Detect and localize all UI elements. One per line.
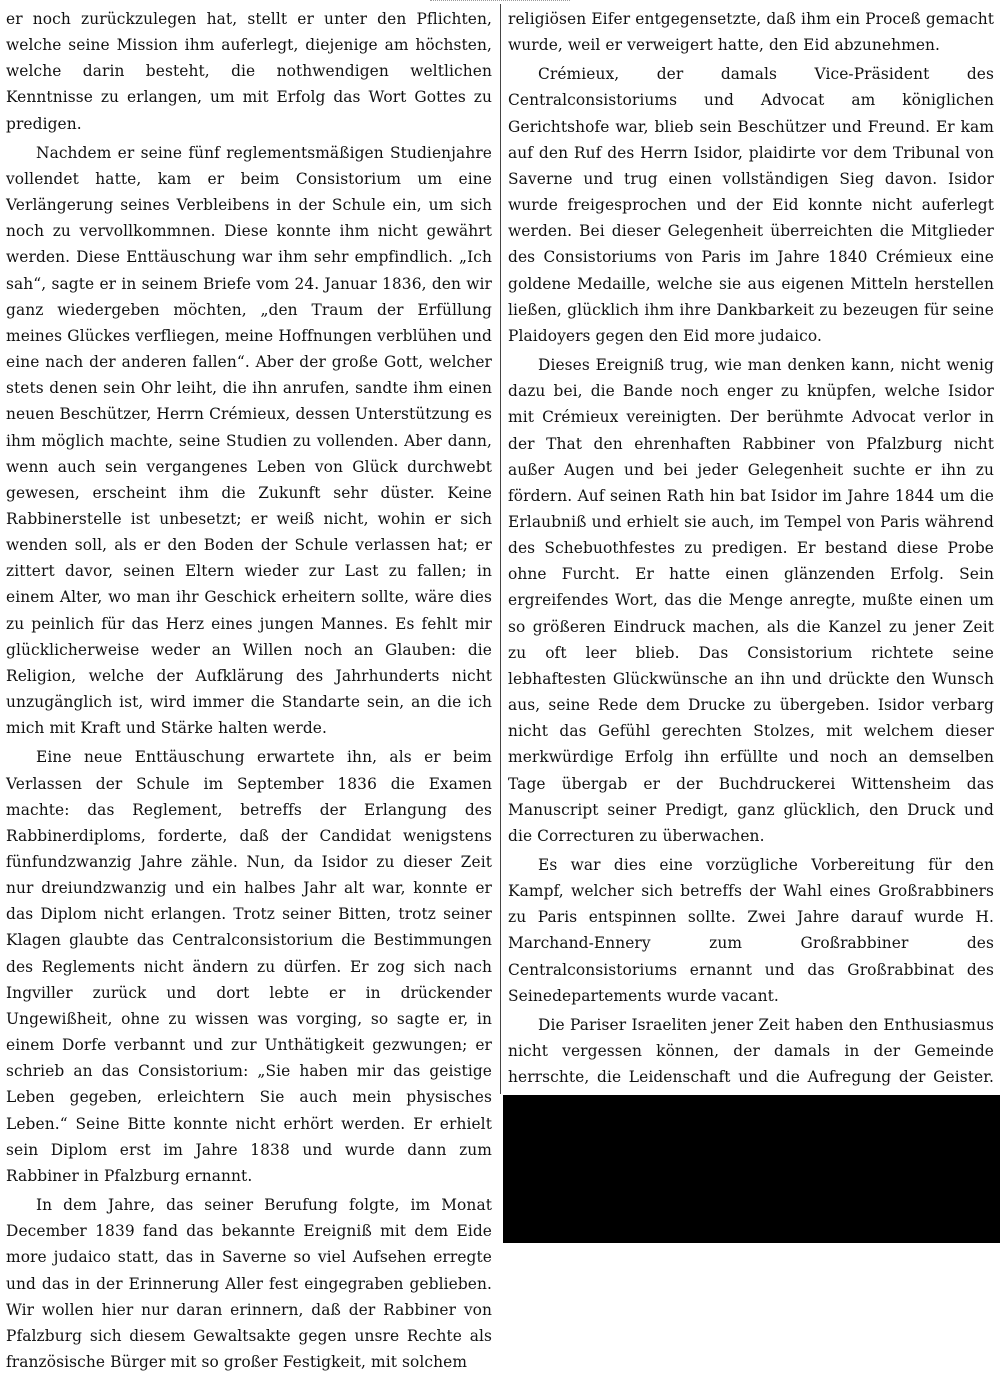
redacted-block <box>503 1095 1000 1243</box>
paragraph-parisian-israelites: Die Pariser Israeliten jener Zeit haben den Enthusiasmus nicht vergessen können, der damals in der Gemeinde herrschte, die Leidenschaft und die Aufregung der Geister. <box>508 1015 994 1087</box>
paragraph-paris-sermon: Dieses Ereigniß trug, wie man denken kann, nicht wenig dazu bei, die Bande noch enger zu knüpfen, welche Isidor mit Crémieux vereinigten. Der berühmte Advocat verlor in der That den ehrenhaften Rabbiner von Pfalzburg nicht außer Augen und bei jeder Gelegenheit suchte er ihn zu fördern. Auf seinen Rath hin bat Isidor im Jahre 1844 um die Erlaubniß und erhielt sie auch, im Tempel von Paris während des Schebuothfestes zu predigen. Er bestand diese Probe ohne Furcht. Er hatte einen glänzenden Erfolg. Sein ergreifendes Wort, das die Menge anregte, mußte einen um so größeren Eindruck machen, als die Kanzel zu jener Zeit zu oft leer blieb. Das Consistorium richtete seine lebhaftesten Glückwünsche an ihn und drückte den Wunsch aus, seine Rede dem Drucke zu übergeben. Isidor verbarg nicht das Gefühl gerechten Stolzes, mit welchem dieser merkwürdige Erfolg ihn erfüllte und noch an demselben Tage übergab er der Buchdruckerei Wittensheim das Manuscript seiner Predigt, ganz glücklich, den Druck und die Correcturen zu überwachen. <box>508 356 994 845</box>
column-divider <box>500 4 501 1094</box>
paragraph-study-extension: Nachdem er seine fünf reglementsmäßigen Studienjahre vollendet hatte, kam er beim Consistorium um eine Verlängerung seines Verbleibens in der Schule ein, um sich noch zu vervollkommnen. Diese konnte ihm nicht gewährt werden. Diese Enttäuschung war ihm sehr empfindlich. „Ich sah“, sagte er in seinem Briefe vom 24. Januar 1836, den wir ganz wiedergeben möchten, „den Traum der Erfüllung meines Glückes verfliegen, meine Hoffnungen verblühen und eine nach der anderen fallen“. Aber der große Gott, welcher stets denen sein Ohr leiht, die ihn anrufen, sandte ihm einen neuen Beschützer, Herrn Crémieux, dessen Unterstützung es ihm möglich machte, seine Studien zu vollenden. Aber dann, wenn auch sein vergangenes Leben von Glück durchwebt gewesen, erscheint ihm die Zukunft sehr düster. Keine Rabbinerstelle ist unbesetzt; er weiß nicht, wohin er sich wenden soll, als er den Boden der Schule verlassen hat; er zittert davor, seinen Eltern wieder zur Last zu fallen; in einem Alter, wo man ihr Geschick erheitern sollte, wäre dies zu peinlich für das Herz eines jungen Mannes. Es fehlt mir glücklicherweise weder an Willen noch an Glauben: die Religion, welche der Aufklärung des Jahrhunderts nicht unzugänglich ist, wird immer die Standarte sein, an die ich mich mit Kraft und Stärke halten werde. <box>6 143 492 738</box>
right-column <box>508 6 994 1169</box>
paragraph-continuation: er noch zurückzulegen hat, stellt er unter den Pflichten, welche seine Mission ihm auferlegt, diejenige am höchsten, welche darin besteht, die nothwendigen weltlichen Kenntnisse zu erlangen, um mit Erfolg das Wort Gottes zu predigen. <box>6 10 492 133</box>
paragraph-new-disappointment: Eine neue Enttäuschung erwartete ihn, als er beim Verlassen der Schule im September 1836 die Examen machte: das Reglement, betreffs der Erlangung des Rabbinerdiploms, forderte, daß der Candidat wenigstens fünfundzwanzig Jahre zähle. Nun, da Isidor zu dieser Zeit nur dreiundzwanzig und ein halbes Jahr alt war, konnte er das Diplom nicht erlangen. Trotz seiner Bitten, trotz seiner Klagen glaubte das Centralconsistorium die Bestimmungen des Reglements nicht ändern zu dürfen. Er zog sich nach Ingviller zurück und dort lebte er in drückender Ungewißheit, ohne zu wissen was vorging, so sagte er, in einem Dorfe verbannt und zur Unthätigkeit gezwungen; er schrieb an das Consistorium: „Sie haben mir das geistige Leben gegeben, erleichtern Sie auch mein physisches Leben.“ Seine Bitte konnte nicht erhört werden. Er erhielt sein Diplom erst im Jahre 1838 und wurde dann zum Rabbiner in Pfalzburg ernannt. <box>6 748 492 1185</box>
paragraph-cremieux: Crémieux, der damals Vice-Präsident des Centralconsistoriums und Advocat am königlichen Gerichtshofe war, blieb sein Beschützer und Freund. Er kam auf den Ruf des Herrn Isidor, plaidirte vor dem Tribunal von Saverne und trug einen vollständigen Sieg davon. Isidor wurde freigesprochen und der Eid konnte nicht auferlegt werden. Bei dieser Gelegenheit überreichten die Mitglieder des Consistoriums von Paris im Jahre 1840 Crémieux eine goldene Medaille, welche sie aus eigenen Mitteln herstellen ließen, glücklich ihm ihre Dankbarkeit zu bezeugen für seine Plaidoyers gegen den Eid more judaico. <box>508 65 994 345</box>
paragraph-oath-event: In dem Jahre, das seiner Berufung folgte, im Monat December 1839 fand das bekannte Ereigniß mit dem Eide more judaico statt, das in Saverne so viel Aufsehen erregte und das in der Erinnerung Aller fest eingegraben geblieben. Wir wollen hier nur daran erinnern, daß der Rabbiner von Pfalzburg sich diesem Gewaltsakte gegen unsre Rechte als französische Bürger mit so großer Festigkeit, mit solchem <box>6 1196 492 1371</box>
paragraph-grand-rabbi-election: Es war dies eine vorzügliche Vorbereitung für den Kampf, welcher sich betreffs der Wahl eines Großrabbiners zu Paris entspinnen sollte. Zwei Jahre darauf wurde H. Marchand-Ennery zum Großrabbiner des Centralconsistoriums ernannt und das Großrabbinat des Seinedepartements wurde vacant. <box>508 856 994 1005</box>
paragraph-religious-zeal: religiösen Eifer entgegensetzte, daß ihm ein Proceß gemacht wurde, weil er verweigert hatte, den Eid abzunehmen. <box>508 10 994 55</box>
left-column <box>6 6 492 1375</box>
